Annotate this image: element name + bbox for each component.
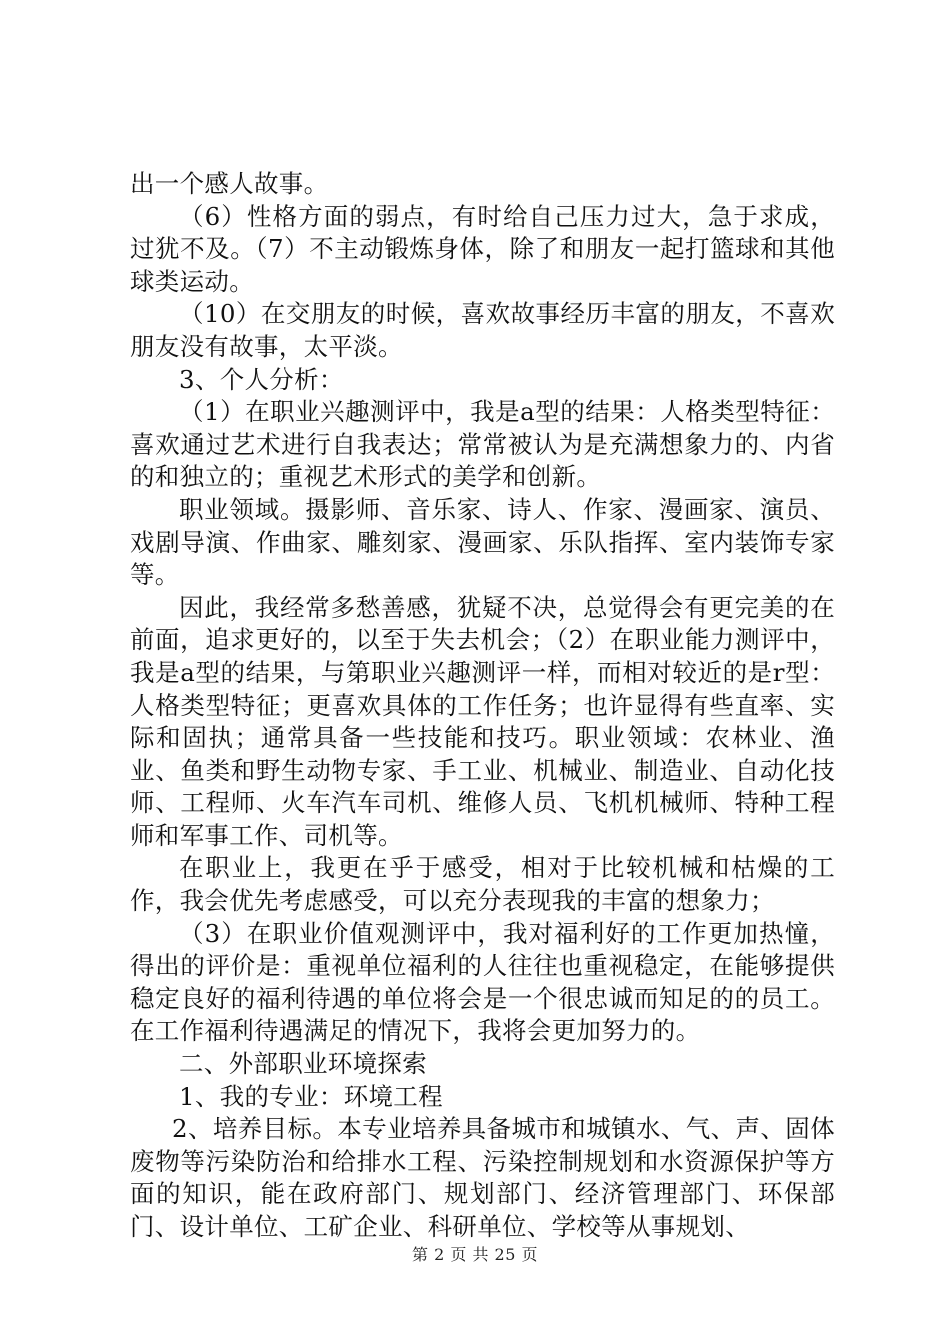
paragraph-interest-test: （1）在职业兴趣测评中，我是a型的结果：人格类型特征：喜欢通过艺术进行自我表达；常常被认为是充满想象力的、内省的和独立的；重视艺术形式的美学和创新。: [130, 397, 835, 492]
paragraph-career-feeling: 在职业上，我更在乎于感受，相对于比较机械和枯燥的工作，我会优先考虑感受，可以充分表现我的丰富的想象力；: [130, 853, 835, 916]
paragraph-career-fields: 职业领域。摄影师、音乐家、诗人、作家、漫画家、演员、戏剧导演、作曲家、雕刻家、漫画家、乐队指挥、室内装饰专家等。: [130, 494, 835, 590]
paragraph-ability-test: 因此，我经常多愁善感，犹疑不决，总觉得会有更完美的在前面，追求更好的，以至于失去机会；（2）在职业能力测评中，我是a型的结果，与第职业兴趣测评一样，而相对较近的是r型：人格类型特征；更喜欢具体的工作任务；也许显得有些直率、实际和固执；通常具备一些技能和技巧。职业领域：农林业、渔业、鱼类和野生动物专家、手工业、机械业、制造业、自动化技师、工程师、火车汽车司机、维修人员、飞机机械师、特种工程师和军事工作、司机等。: [130, 592, 835, 850]
heading-external-environment: 二、外部职业环境探索: [179, 1049, 427, 1079]
document-body: [130, 168, 835, 1244]
heading-personal-analysis: 3、个人分析：: [179, 364, 344, 394]
heading-my-major: 1、我的专业：环境工程: [179, 1081, 443, 1111]
paragraph-values-test: （3）在职业价值观测评中，我对福利好的工作更加热憧，得出的评价是：重视单位福利的人往往也重视稳定，在能够提供稳定良好的福利待遇的单位将会是一个很忠诚而知足的的员工。在工作福利待遇满足的情况下，我将会更加努力的。: [130, 918, 835, 1046]
page-number-footer: 第 2 页 共 25 页: [412, 1245, 538, 1264]
paragraph-friends: （10）在交朋友的时候，喜欢故事经历丰富的朋友，不喜欢朋友没有故事，太平淡。: [130, 299, 835, 361]
paragraph-weaknesses: （6）性格方面的弱点，有时给自己压力过大，急于求成，过犹不及。（7）不主动锻炼身体，除了和朋友一起打篮球和其他球类运动。: [130, 201, 835, 296]
paragraph-training-goals: 2、培养目标。本专业培养具备城市和城镇水、气、声、固体废物等污染防治和给排水工程、污染控制规划和水资源保护等方面的知识，能在政府部门、规划部门、经济管理部门、环保部门、设计单位、工矿企业、科研单位、学校等从事规划、: [130, 1114, 835, 1241]
paragraph-continuation: 出一个感人故事。: [130, 169, 329, 198]
